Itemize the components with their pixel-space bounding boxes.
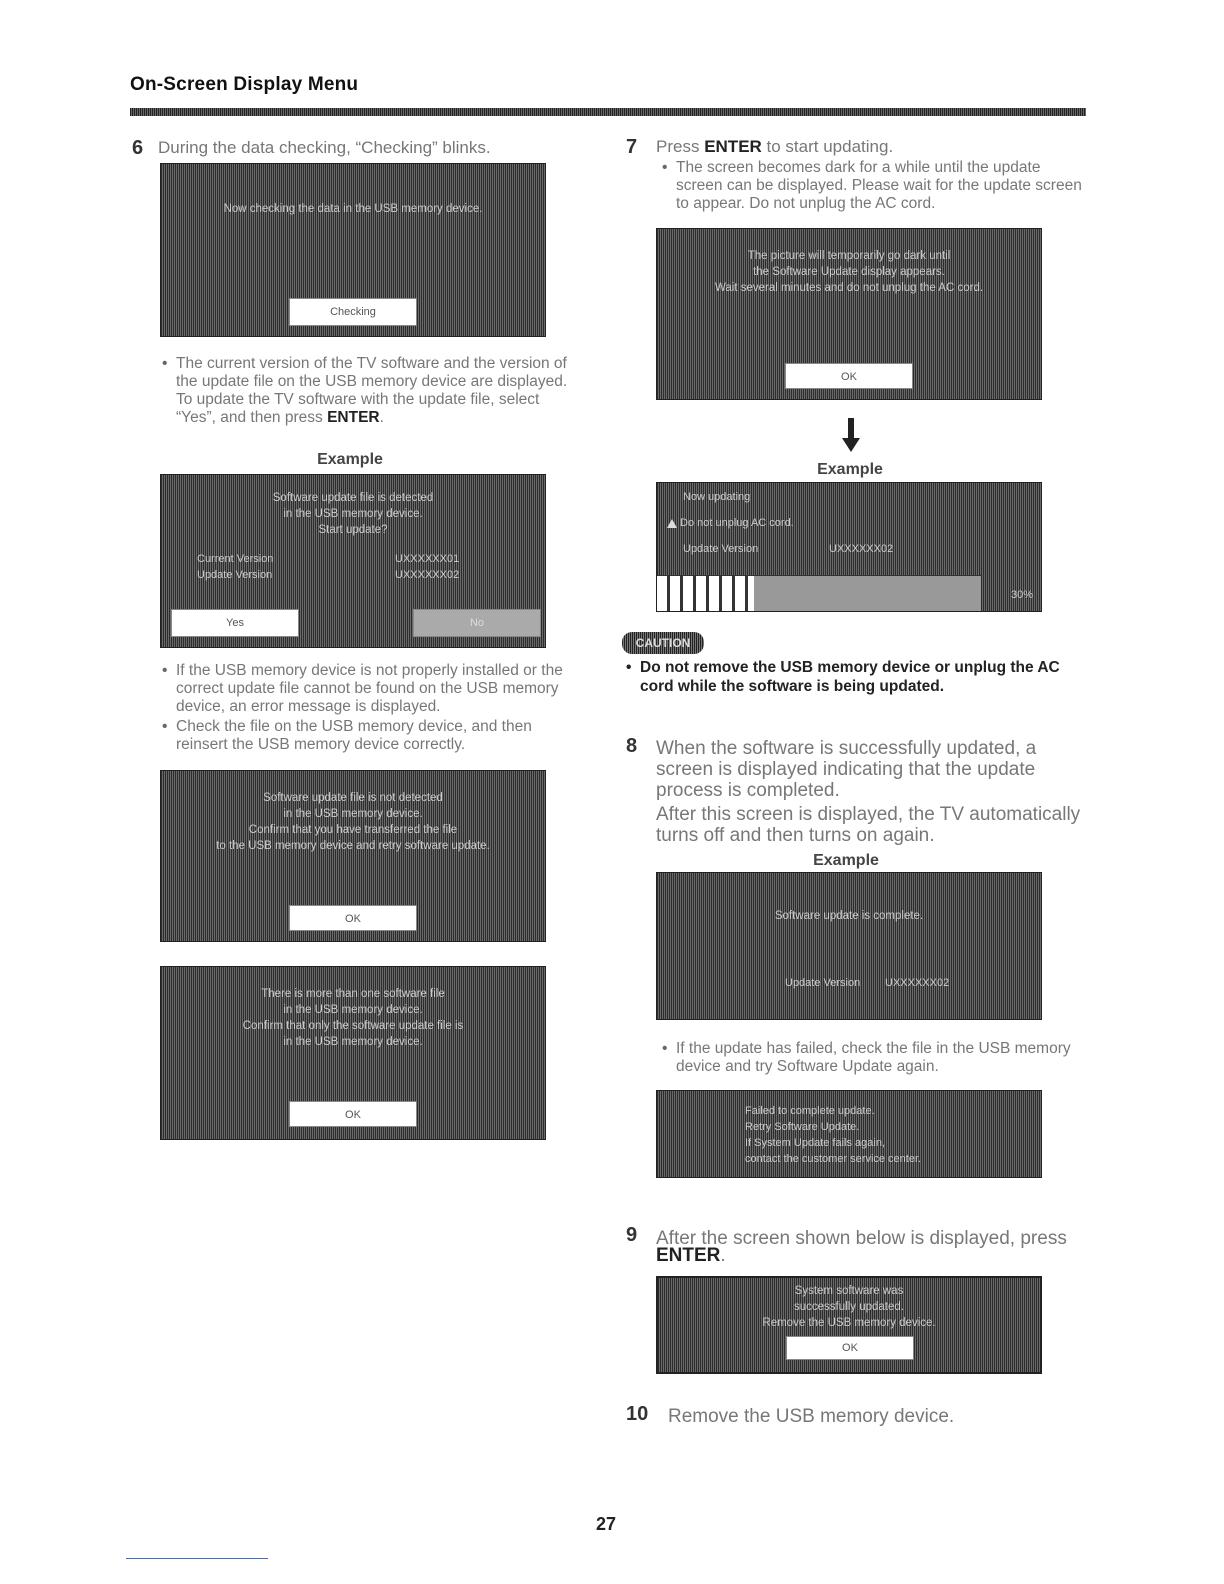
checking-button[interactable]: Checking bbox=[289, 298, 417, 326]
step-8-example-label: Example bbox=[813, 852, 879, 869]
complete-version-row bbox=[785, 977, 1035, 991]
dark-notice-ok-button[interactable]: OK bbox=[785, 363, 913, 389]
now-updating-screen bbox=[656, 482, 1042, 612]
no-button[interactable]: No bbox=[413, 609, 541, 637]
step-6-bullet-3: • Check the file on the USB memory device, and then reinsert the USB memory device correctly. bbox=[162, 718, 582, 754]
step-10-number: 10 bbox=[626, 1403, 649, 1425]
current-version-row bbox=[197, 553, 517, 567]
dark-notice-line-2: the Software Update display appears. bbox=[753, 266, 945, 278]
step-9-enter-key: ENTER bbox=[656, 1245, 721, 1266]
checking-message: Now checking the data in the USB memory device. bbox=[223, 203, 483, 215]
failed-line-4: contact the customer service center. bbox=[745, 1153, 922, 1165]
update-complete-message: Software update is complete. bbox=[774, 910, 924, 922]
updating-title-row bbox=[683, 491, 983, 505]
update-progress-percent: 30% bbox=[1010, 589, 1033, 601]
updating-version-label: Update Version bbox=[683, 543, 759, 555]
success-screen bbox=[656, 1276, 1042, 1374]
step-7-bullet: • The screen becomes dark for a while until the update screen can be displayed. Please wait for the update screen to appear. Do not unplug the AC cord. bbox=[662, 159, 1082, 213]
step-7-text-post: to start updating. bbox=[761, 137, 894, 156]
multiple-files-line-1: There is more than one software file bbox=[261, 988, 445, 1000]
step-6-number: 6 bbox=[132, 137, 144, 159]
update-version-label: Update Version bbox=[197, 569, 273, 581]
file-not-detected-screen bbox=[160, 770, 546, 942]
success-line-2: successfully updated. bbox=[794, 1301, 904, 1313]
step-9-number: 9 bbox=[626, 1224, 638, 1246]
complete-version-label: Update Version bbox=[785, 977, 861, 989]
update-complete-screen bbox=[656, 872, 1042, 1020]
dark-notice-line-3: Wait several minutes and do not unplug the AC cord. bbox=[714, 282, 984, 294]
update-confirm-screen bbox=[160, 474, 546, 648]
success-ok-button[interactable]: OK bbox=[786, 1336, 914, 1360]
checking-screen bbox=[160, 163, 546, 337]
step-9-text-end: . bbox=[720, 1245, 726, 1266]
multiple-files-line-2: in the USB memory device. bbox=[283, 1004, 423, 1016]
step-9-text: After the screen shown below is displayed, press bbox=[656, 1228, 1067, 1249]
step-6-bullet-1 bbox=[162, 355, 582, 427]
updating-warning-text: Do not unplug AC cord. bbox=[680, 517, 794, 529]
multiple-files-screen bbox=[160, 966, 546, 1140]
confirm-line-1: Software update file is detected bbox=[272, 492, 434, 504]
failed-line-1: Failed to complete update. bbox=[745, 1105, 875, 1117]
not-detected-line-2: in the USB memory device. bbox=[283, 808, 423, 820]
failed-line-1-row bbox=[745, 1105, 1035, 1119]
failed-line-2: Retry Software Update. bbox=[745, 1121, 860, 1133]
step-6-bullet-1-text: The current version of the TV software and the version of the update file on the USB memory device are displayed. To update the TV software with the update file, select “Yes”, and then press bbox=[176, 355, 568, 426]
update-progress-fill bbox=[657, 576, 754, 611]
update-version-value: UXXXXXX02 bbox=[395, 569, 460, 581]
step-7-enter: ENTER bbox=[704, 137, 762, 156]
complete-version-value: UXXXXXX02 bbox=[885, 977, 950, 989]
failed-line-3-row bbox=[745, 1137, 1035, 1151]
updating-title: Now updating bbox=[683, 491, 751, 503]
updating-warning-row bbox=[667, 517, 967, 531]
step-6-bullet-2: • If the USB memory device is not properly installed or the correct update file cannot be found on the USB memory device, an error message is displayed. bbox=[162, 662, 582, 716]
step-7-number: 7 bbox=[626, 136, 638, 158]
failed-line-2-row bbox=[745, 1121, 1035, 1135]
current-version-label: Current Version bbox=[197, 553, 274, 565]
updating-version-value: UXXXXXX02 bbox=[829, 543, 894, 555]
caution-text: • Do not remove the USB memory device or unplug the AC cord while the software is being updated. bbox=[626, 658, 1096, 696]
yes-button[interactable]: Yes bbox=[171, 609, 299, 637]
step-6-bullet-1-enter: ENTER bbox=[327, 409, 380, 426]
confirm-line-2: in the USB memory device. bbox=[283, 508, 423, 520]
step-7-text bbox=[656, 137, 1096, 156]
page-header-title: On-Screen Display Menu bbox=[130, 74, 359, 95]
step-10-text: Remove the USB memory device. bbox=[668, 1406, 955, 1427]
failed-line-3: If System Update fails again, bbox=[745, 1137, 886, 1149]
failed-line-4-row bbox=[745, 1153, 1035, 1167]
warning-icon bbox=[667, 519, 677, 528]
not-detected-line-3: Confirm that you have transferred the file bbox=[248, 824, 458, 836]
step-6-text: During the data checking, “Checking” blinks. bbox=[158, 138, 491, 157]
multiple-files-ok-button[interactable]: OK bbox=[289, 1101, 417, 1127]
not-detected-line-4: to the USB memory device and retry software update. bbox=[216, 840, 490, 852]
update-version-row bbox=[197, 569, 517, 583]
footer-line bbox=[126, 1558, 268, 1559]
step-8-bullet: • If the update has failed, check the file in the USB memory device and try Software Update again. bbox=[662, 1040, 1082, 1076]
update-progress-bar bbox=[657, 575, 981, 611]
multiple-files-line-4: in the USB memory device. bbox=[283, 1036, 423, 1048]
step-7-text-pre: Press bbox=[656, 137, 705, 156]
step-8-text: When the software is successfully updated, a screen is displayed indicating that the update process is completed. bbox=[656, 738, 1037, 801]
confirm-line-3: Start update? bbox=[318, 524, 388, 536]
step-6-example-label: Example bbox=[317, 451, 383, 468]
updating-version-row bbox=[683, 543, 983, 557]
updating-warning bbox=[667, 517, 794, 529]
step-9-enter bbox=[656, 1245, 856, 1266]
success-line-1: System software was bbox=[794, 1285, 904, 1297]
step-8-text-2: After this screen is displayed, the TV automatically turns off and then turns on again. bbox=[656, 804, 1081, 846]
step-8-number: 8 bbox=[626, 735, 638, 757]
dark-screen-notice bbox=[656, 228, 1042, 400]
step-6-bullet-1-end: . bbox=[379, 409, 384, 426]
current-version-value: UXXXXXX01 bbox=[395, 553, 460, 565]
not-detected-ok-button[interactable]: OK bbox=[289, 905, 417, 931]
caution-badge: CAUTION bbox=[622, 632, 704, 654]
update-failed-screen bbox=[656, 1090, 1042, 1178]
success-line-3: Remove the USB memory device. bbox=[762, 1317, 936, 1329]
dark-notice-line-1: The picture will temporarily go dark until bbox=[747, 250, 951, 262]
down-arrow-icon bbox=[842, 418, 860, 452]
header-rule bbox=[130, 108, 1086, 116]
not-detected-line-1: Software update file is not detected bbox=[263, 792, 443, 804]
page-number: 27 bbox=[596, 1514, 617, 1534]
multiple-files-line-3: Confirm that only the software update file is bbox=[242, 1020, 464, 1032]
step-7-example-label: Example bbox=[817, 461, 883, 478]
